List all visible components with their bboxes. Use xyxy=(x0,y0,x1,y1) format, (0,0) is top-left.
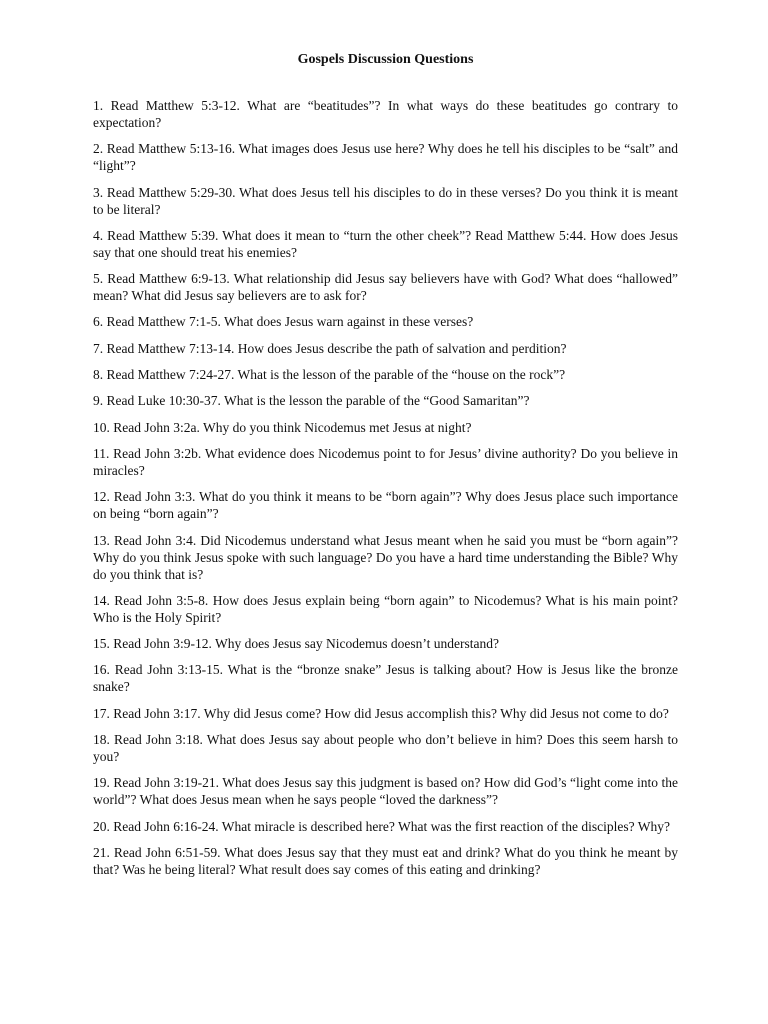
question-item: 21. Read John 6:51-59. What does Jesus say that they must eat and drink? What do you think he meant by that? Was he being literal? What result does say comes of this eating and drinking? xyxy=(93,844,678,877)
question-item: 15. Read John 3:9-12. Why does Jesus say Nicodemus doesn’t understand? xyxy=(93,636,499,652)
question-item: 5. Read Matthew 6:9-13. What relationship did Jesus say believers have with God? What does “hallowed” mean? What did Jesus say believers are to ask for? xyxy=(93,271,678,304)
question-item: 6. Read Matthew 7:1-5. What does Jesus warn against in these verses? xyxy=(93,314,474,330)
question-list xyxy=(93,97,678,878)
question-item: 18. Read John 3:18. What does Jesus say about people who don’t believe in him? Does this seem harsh to you? xyxy=(93,732,678,765)
question-item: 13. Read John 3:4. Did Nicodemus understand what Jesus meant when he said you must be “born again”? Why do you think Jesus spoke with such language? Do you have a hard time understanding the Bible? Why do you think that is? xyxy=(93,532,678,582)
question-item: 4. Read Matthew 5:39. What does it mean to “turn the other cheek”? Read Matthew 5:44. How does Jesus say that one should treat his enemies? xyxy=(93,227,678,260)
question-item: 1. Read Matthew 5:3-12. What are “beatitudes”? In what ways do these beatitudes go contrary to expectation? xyxy=(93,98,678,130)
question-item: 7. Read Matthew 7:13-14. How does Jesus describe the path of salvation and perdition? xyxy=(93,340,567,356)
question-item: 20. Read John 6:16-24. What miracle is described here? What was the first reaction of the disciples? Why? xyxy=(93,818,670,834)
question-item: 17. Read John 3:17. Why did Jesus come? How did Jesus accomplish this? Why did Jesus not come to do? xyxy=(93,705,669,721)
question-item: 2. Read Matthew 5:13-16. What images does Jesus use here? Why does he tell his disciples to be “salt” and “light”? xyxy=(93,141,678,174)
question-item: 10. Read John 3:2a. Why do you think Nicodemus met Jesus at night? xyxy=(93,419,472,435)
question-item: 12. Read John 3:3. What do you think it means to be “born again”? Why does Jesus place such importance on being “born again”? xyxy=(93,489,678,522)
question-item: 11. Read John 3:2b. What evidence does Nicodemus point to for Jesus’ divine authority? Do you believe in miracles? xyxy=(93,445,678,478)
question-item: 3. Read Matthew 5:29-30. What does Jesus tell his disciples to do in these verses? Do you think it is meant to be literal? xyxy=(93,184,678,217)
question-item: 14. Read John 3:5-8. How does Jesus explain being “born again” to Nicodemus? What is his main point? Who is the Holy Spirit? xyxy=(93,592,678,625)
page-title: Gospels Discussion Questions xyxy=(297,52,474,67)
question-item: 16. Read John 3:13-15. What is the “bronze snake” Jesus is talking about? How is Jesus like the bronze snake? xyxy=(93,662,678,695)
question-item: 19. Read John 3:19-21. What does Jesus say this judgment is based on? How did God’s “light come into the world”? What does Jesus mean when he says people “loved the darkness”? xyxy=(93,775,678,808)
question-item: 8. Read Matthew 7:24-27. What is the lesson of the parable of the “house on the rock”? xyxy=(93,367,566,383)
question-item: 9. Read Luke 10:30-37. What is the lesson the parable of the “Good Samaritan”? xyxy=(93,393,530,409)
